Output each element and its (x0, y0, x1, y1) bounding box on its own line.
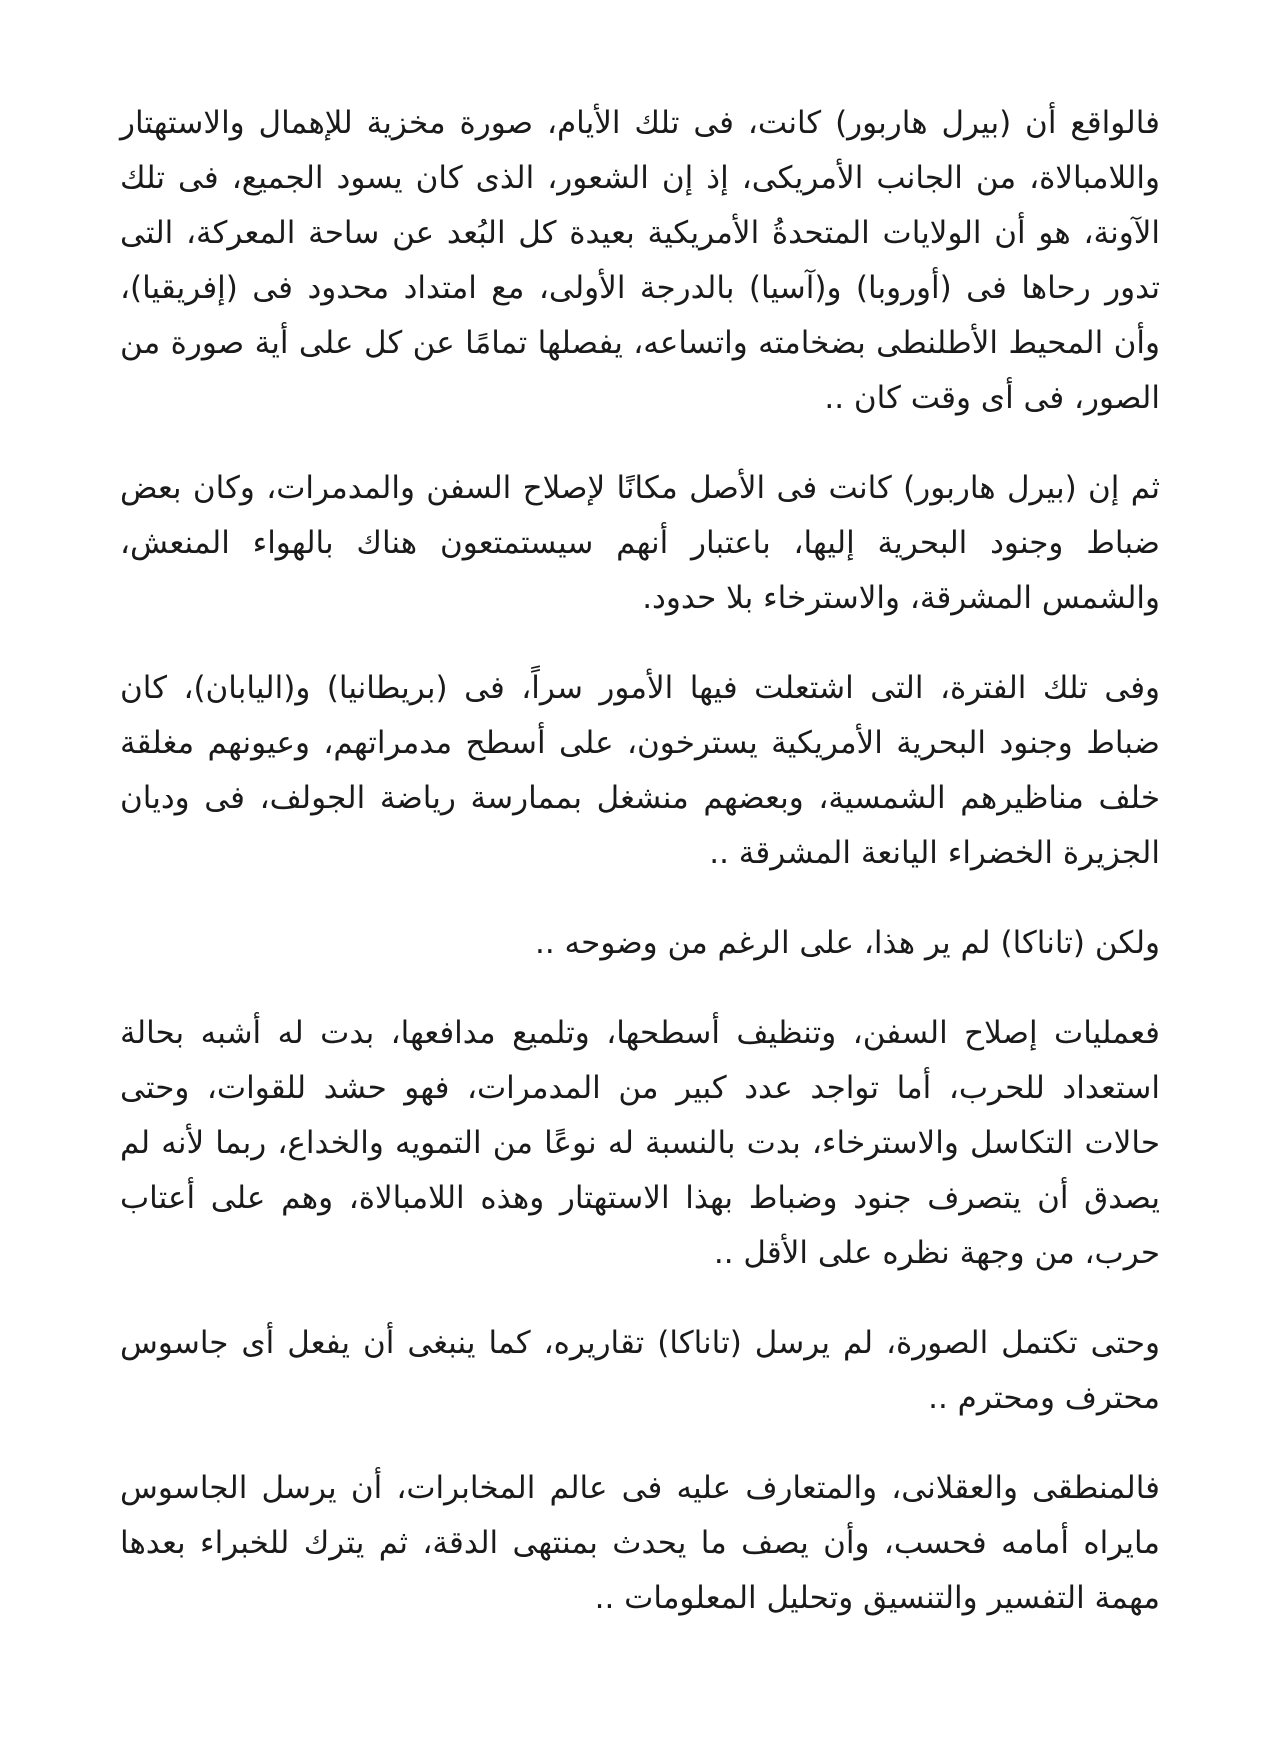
paragraph-5: فعمليات إصلاح السفن، وتنظيف أسطحها، وتلميع مدافعها، بدت له أشبه بحالة استعداد للحرب، أما تواجد عدد كبير من المدمرات، فهو حشد للقوات، وحتى حالات التكاسل والاسترخاء، بدت بالنسبة له نوعًا من التمويه والخداع، ربما لأنه لم يصدق أن يتصرف جنود وضباط بهذا الاستهتار وهذه اللامبالاة، وهم على أعتاب حرب، من وجهة نظره على الأقل .. (120, 1015, 1160, 1271)
paragraph-4: ولكن (تاناكا) لم ير هذا، على الرغم من وضوحه .. (534, 925, 1160, 961)
paragraph-1: فالواقع أن (بيرل هاربور) كانت، فى تلك الأيام، صورة مخزية للإهمال والاستهتار واللامبالاة، من الجانب الأمريكى، إذ إن الشعور، الذى كان يسود الجميع، فى تلك الآونة، هو أن الولايات المتحدةُ الأمريكية بعيدة كل البُعد عن ساحة المعركة، التى تدور رحاها فى (أوروبا) و(آسيا) بالدرجة الأولى، مع امتداد محدود فى (إفريقيا)، وأن المحيط الأطلنطى بضخامته واتساعه، يفصلها تمامًا عن كل على أية صورة من الصور، فى أى وقت كان .. (120, 105, 1160, 416)
page-text (120, 96, 1160, 1661)
paragraph-2: ثم إن (بيرل هاربور) كانت فى الأصل مكانًا لإصلاح السفن والمدمرات، وكان بعض ضباط وجنود البحرية إليها، باعتبار أنهم سيستمتعون هناك بالهواء المنعش، والشمس المشرقة، والاسترخاء بلا حدود. (120, 470, 1160, 616)
paragraph-7: فالمنطقى والعقلانى، والمتعارف عليه فى عالم المخابرات، أن يرسل الجاسوس مايراه أمامه فحسب، وأن يصف ما يحدث بمنتهى الدقة، ثم يترك للخبراء بعدها مهمة التفسير والتنسيق وتحليل المعلومات .. (120, 1470, 1160, 1616)
paragraph-6: وحتى تكتمل الصورة، لم يرسل (تاناكا) تقاريره، كما ينبغى أن يفعل أى جاسوس محترف ومحترم .. (120, 1325, 1160, 1416)
paragraph-3: وفى تلك الفترة، التى اشتعلت فيها الأمور سراً، فى (بريطانيا) و(اليابان)، كان ضباط وجنود البحرية الأمريكية يسترخون، على أسطح مدمراتهم، وعيونهم مغلقة خلف مناظيرهم الشمسية، وبعضهم منشغل بممارسة رياضة الجولف، فى وديان الجزيرة الخضراء اليانعة المشرقة .. (120, 670, 1160, 871)
